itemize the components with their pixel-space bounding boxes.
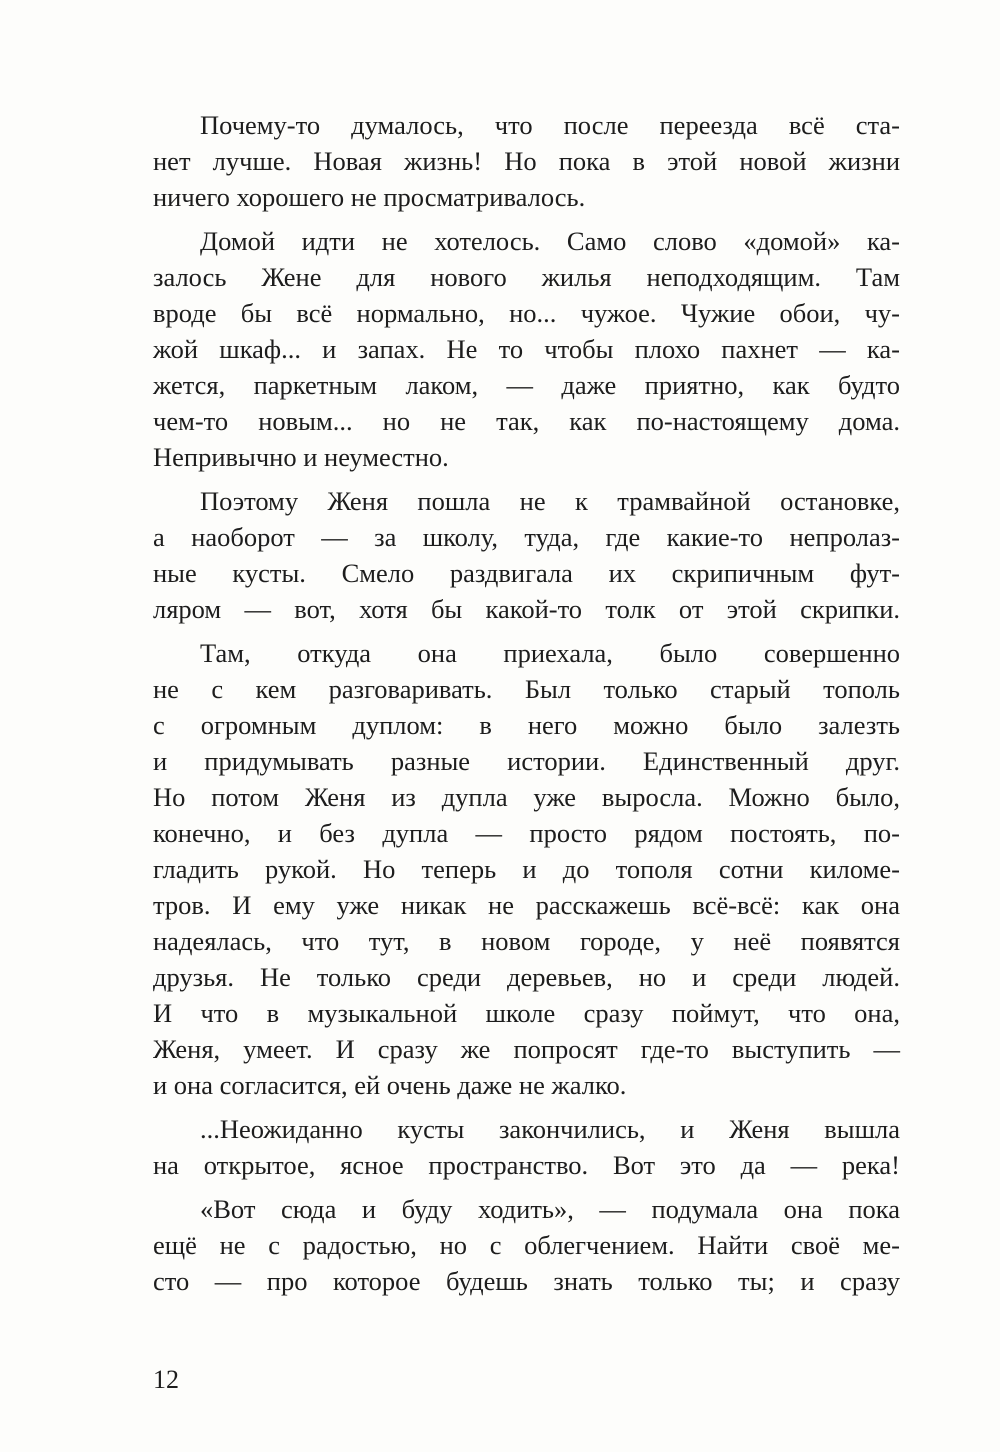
paragraph (153, 107, 900, 215)
paragraph (153, 483, 900, 627)
text-line: ляром — вот, хотя бы какой-то толк от этой скрипки. (153, 594, 900, 624)
text-line: Почему-то думалось, что после переезда всё ста- (200, 110, 900, 140)
paragraph (153, 1191, 900, 1299)
page-body-text (153, 107, 900, 1307)
text-line: не с кем разговаривать. Был только старый тополь (153, 674, 900, 704)
page-number: 12 (153, 1365, 179, 1394)
text-line: сто — про которое будешь знать только ты; и сразу (153, 1266, 900, 1296)
text-line: надеялась, что тут, в новом городе, у неё появятся (153, 926, 900, 956)
paragraph (153, 223, 900, 475)
paragraph (153, 1111, 900, 1183)
text-line: тров. И ему уже никак не расскажешь всё-всё: как она (153, 890, 900, 920)
text-line: Домой идти не хотелось. Само слово «домой» ка- (200, 226, 900, 256)
text-line: ничего хорошего не просматривалось. (153, 182, 586, 212)
text-line: Поэтому Женя пошла не к трамвайной остановке, (200, 486, 900, 516)
text-line: а наоборот — за школу, туда, где какие-то непролаз- (153, 522, 900, 552)
text-line: вроде бы всё нормально, но... чужое. Чужие обои, чу- (153, 298, 900, 328)
text-line: залось Жене для нового жилья неподходящим. Там (153, 262, 900, 292)
text-line: Женя, умеет. И сразу же попросят где-то выступить — (153, 1034, 900, 1064)
text-line: с огромным дуплом: в него можно было залезть (153, 710, 900, 740)
text-line: гладить рукой. Но теперь и до тополя сотни киломе- (153, 854, 900, 884)
paragraph (153, 635, 900, 1103)
text-line: друзья. Не только среди деревьев, но и среди людей. (153, 962, 900, 992)
text-line: нет лучше. Новая жизнь! Но пока в этой новой жизни (153, 146, 900, 176)
text-line: чем-то новым... но не так, как по-настоящему дома. (153, 406, 900, 436)
text-line: Непривычно и неуместно. (153, 442, 449, 472)
text-line: на открытое, ясное пространство. Вот это да — река! (153, 1150, 900, 1180)
text-line: жется, паркетным лаком, — даже приятно, как будто (153, 370, 900, 400)
text-line: Но потом Женя из дупла уже выросла. Можно было, (153, 782, 900, 812)
text-line: И что в музыкальной школе сразу поймут, что она, (153, 998, 900, 1028)
text-line: ещё не с радостью, но с облегчением. Найти своё ме- (153, 1230, 900, 1260)
text-line: «Вот сюда и буду ходить», — подумала она пока (200, 1194, 900, 1224)
text-line: конечно, и без дупла — просто рядом постоять, по- (153, 818, 900, 848)
text-line: ные кусты. Смело раздвигала их скрипичным фут- (153, 558, 900, 588)
text-line: ...Неожиданно кусты закончились, и Женя вышла (200, 1114, 900, 1144)
text-line: и придумывать разные истории. Единственный друг. (153, 746, 900, 776)
text-line: жой шкаф... и запах. Не то чтобы плохо пахнет — ка- (153, 334, 900, 364)
text-line: и она согласится, ей очень даже не жалко. (153, 1070, 627, 1100)
text-line: Там, откуда она приехала, было совершенно (200, 638, 900, 668)
